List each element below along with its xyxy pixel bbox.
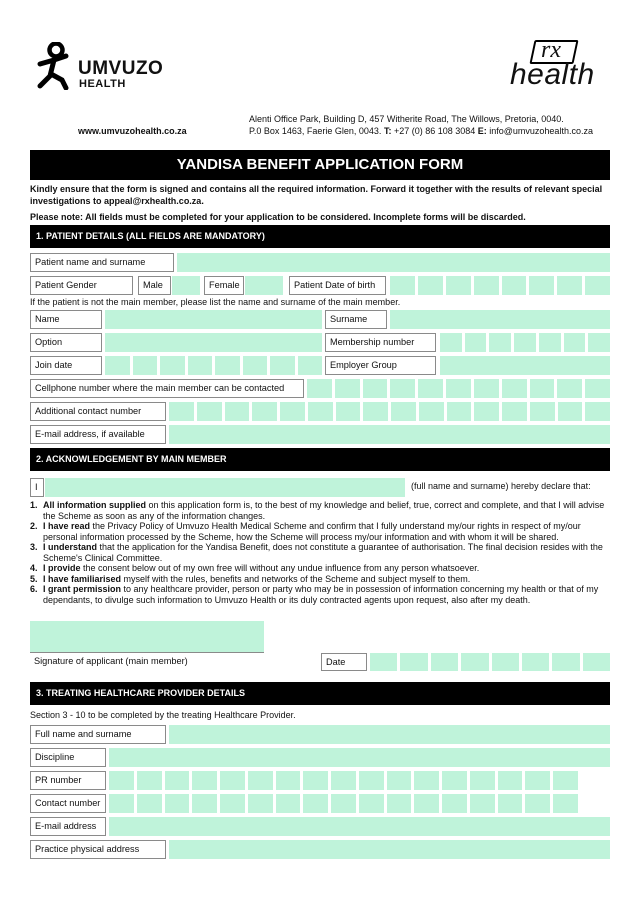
note-text: Please note: All fields must be completed for your application to be considered. Incomplete forms will be discarded. bbox=[30, 212, 526, 222]
digit-box[interactable] bbox=[336, 402, 361, 421]
digit-box[interactable] bbox=[280, 402, 305, 421]
digit-box[interactable] bbox=[331, 771, 356, 790]
contact-number-boxes[interactable] bbox=[109, 794, 578, 813]
digit-box[interactable] bbox=[387, 771, 412, 790]
digit-box[interactable] bbox=[447, 402, 472, 421]
digit-box[interactable] bbox=[530, 379, 555, 398]
main-member-note: If the patient is not the main member, please list the name and surname of the main member. bbox=[30, 297, 401, 307]
provider-email-field[interactable] bbox=[109, 817, 610, 836]
digit-box[interactable] bbox=[585, 276, 610, 295]
surname-field[interactable] bbox=[390, 310, 610, 329]
patient-name-label: Patient name and surname bbox=[30, 253, 174, 272]
digit-box[interactable] bbox=[539, 333, 561, 352]
membership-boxes[interactable] bbox=[440, 333, 610, 352]
declarant-name-field[interactable] bbox=[45, 478, 405, 497]
cellphone-boxes[interactable] bbox=[307, 379, 610, 398]
ack-item-6: 6. I grant permission to any healthcare provider, person or party who may be in possession of information concerning my health or that of my dependants, to divulge such information to Umvuzo Health or its duly contracted agents upon request, also after my death. bbox=[30, 584, 599, 605]
digit-box[interactable] bbox=[363, 379, 388, 398]
digit-box[interactable] bbox=[446, 379, 471, 398]
ack-item-2: 2. I have read the Privacy Policy of Umvuzo Health Medical Scheme and confirm that I fully understand my/our rights in respect of my/our personal information processed by the Scheme, how the Scheme will process my/our information and with whom it will be shared. bbox=[30, 521, 581, 542]
website: www.umvuzohealth.co.za bbox=[78, 126, 187, 136]
digit-box[interactable] bbox=[298, 356, 323, 375]
digit-box[interactable] bbox=[474, 379, 499, 398]
name-field[interactable] bbox=[105, 310, 322, 329]
i-label: I bbox=[30, 478, 44, 497]
dob-label: Patient Date of birth bbox=[289, 276, 386, 295]
digit-box[interactable] bbox=[502, 379, 527, 398]
membership-label: Membership number bbox=[325, 333, 436, 352]
rx-text: rx bbox=[541, 37, 561, 63]
digit-box[interactable] bbox=[248, 771, 273, 790]
digit-box[interactable] bbox=[552, 653, 579, 671]
female-checkbox[interactable] bbox=[245, 276, 283, 295]
section-1-heading: 1. PATIENT DETAILS (ALL FIELDS ARE MANDATORY) bbox=[30, 225, 610, 248]
digit-box[interactable] bbox=[461, 653, 488, 671]
digit-box[interactable] bbox=[588, 333, 610, 352]
additional-contact-label: Additional contact number bbox=[30, 402, 166, 421]
digit-box[interactable] bbox=[418, 379, 443, 398]
practice-address-field[interactable] bbox=[169, 840, 610, 859]
discipline-label: Discipline bbox=[30, 748, 106, 767]
digit-box[interactable] bbox=[109, 794, 134, 813]
digit-box[interactable] bbox=[525, 771, 550, 790]
digit-box[interactable] bbox=[498, 771, 523, 790]
digit-box[interactable] bbox=[220, 794, 245, 813]
digit-box[interactable] bbox=[418, 276, 443, 295]
digit-box[interactable] bbox=[522, 653, 549, 671]
signature-field[interactable] bbox=[30, 621, 264, 652]
digit-box[interactable] bbox=[270, 356, 295, 375]
umvuzo-wordmark-sub: HEALTH bbox=[79, 78, 126, 90]
form-title: YANDISA BENEFIT APPLICATION FORM bbox=[30, 150, 610, 180]
digit-box[interactable] bbox=[363, 402, 388, 421]
date-boxes[interactable] bbox=[370, 653, 610, 671]
female-label: Female bbox=[204, 276, 244, 295]
digit-box[interactable] bbox=[248, 794, 273, 813]
acknowledgement-list bbox=[30, 500, 610, 605]
digit-box[interactable] bbox=[303, 771, 328, 790]
pr-number-boxes[interactable] bbox=[109, 771, 578, 790]
umvuzo-wordmark: UMVUZO bbox=[78, 58, 164, 79]
employer-field[interactable] bbox=[440, 356, 610, 375]
cellphone-label: Cellphone number where the main member can be contacted bbox=[30, 379, 304, 398]
name-label: Name bbox=[30, 310, 102, 329]
digit-box[interactable] bbox=[331, 794, 356, 813]
umvuzo-logo bbox=[36, 42, 176, 92]
email-field[interactable] bbox=[169, 425, 610, 444]
surname-label: Surname bbox=[325, 310, 387, 329]
digit-box[interactable] bbox=[530, 402, 555, 421]
digit-box[interactable] bbox=[335, 379, 360, 398]
male-label: Male bbox=[138, 276, 171, 295]
digit-box[interactable] bbox=[165, 794, 190, 813]
patient-name-field[interactable] bbox=[177, 253, 610, 272]
digit-box[interactable] bbox=[215, 356, 240, 375]
male-checkbox[interactable] bbox=[172, 276, 200, 295]
email-label: E: bbox=[477, 126, 487, 136]
contact-email: info@umvuzohealth.co.za bbox=[486, 126, 593, 136]
digit-box[interactable] bbox=[583, 653, 610, 671]
digit-box[interactable] bbox=[390, 379, 415, 398]
option-label: Option bbox=[30, 333, 102, 352]
digit-box[interactable] bbox=[553, 794, 578, 813]
digit-box[interactable] bbox=[359, 794, 384, 813]
digit-box[interactable] bbox=[220, 771, 245, 790]
digit-box[interactable] bbox=[557, 379, 582, 398]
digit-box[interactable] bbox=[160, 356, 185, 375]
digit-box[interactable] bbox=[502, 402, 527, 421]
digit-box[interactable] bbox=[109, 771, 134, 790]
digit-box[interactable] bbox=[585, 379, 610, 398]
digit-box[interactable] bbox=[465, 333, 487, 352]
digit-box[interactable] bbox=[498, 794, 523, 813]
digit-box[interactable] bbox=[489, 333, 511, 352]
digit-box[interactable] bbox=[165, 771, 190, 790]
contact-number-label: Contact number bbox=[30, 794, 106, 813]
health-text: health bbox=[510, 58, 595, 91]
pr-number-label: PR number bbox=[30, 771, 106, 790]
ack-item-1: 1. All information supplied on this application form is, to the best of my knowledge and belief, true, correct and complete, and that I will advise the Scheme as soon as any of the information changes. bbox=[30, 500, 605, 521]
ack-item-3: 3. I understand that the application for the Yandisa Benefit, does not constitute a guarantee of authorisation. The final decision resides with the Scheme's Clinical Committee. bbox=[30, 542, 603, 563]
digit-box[interactable] bbox=[137, 794, 162, 813]
signature-label: Signature of applicant (main member) bbox=[30, 652, 264, 671]
digit-box[interactable] bbox=[502, 276, 527, 295]
phone: +27 (0) 86 108 3084 bbox=[391, 126, 478, 136]
address-line-2 bbox=[249, 126, 593, 137]
digit-box[interactable] bbox=[474, 276, 499, 295]
provider-email-label: E-mail address bbox=[30, 817, 106, 836]
email-label: E-mail address, if available bbox=[30, 425, 166, 444]
digit-box[interactable] bbox=[414, 771, 439, 790]
digit-box[interactable] bbox=[307, 379, 332, 398]
digit-box[interactable] bbox=[557, 276, 582, 295]
digit-box[interactable] bbox=[105, 356, 130, 375]
digit-box[interactable] bbox=[188, 356, 213, 375]
digit-box[interactable] bbox=[470, 771, 495, 790]
section-3-heading: 3. TREATING HEALTHCARE PROVIDER DETAILS bbox=[30, 682, 610, 705]
employer-label: Employer Group bbox=[325, 356, 436, 375]
additional-contact-boxes[interactable] bbox=[169, 402, 610, 421]
digit-box[interactable] bbox=[276, 794, 301, 813]
digit-box[interactable] bbox=[474, 402, 499, 421]
digit-box[interactable] bbox=[553, 771, 578, 790]
declare-label: (full name and surname) hereby declare that: bbox=[407, 478, 610, 497]
provider-name-field[interactable] bbox=[169, 725, 610, 744]
po-box: P.0 Box 1463, Faerie Glen, 0043. bbox=[249, 126, 384, 136]
digit-box[interactable] bbox=[308, 402, 333, 421]
digit-box[interactable] bbox=[359, 771, 384, 790]
practice-address-label: Practice physical address bbox=[30, 840, 166, 859]
digit-box[interactable] bbox=[225, 402, 250, 421]
section-3-note: Section 3 - 10 to be completed by the treating Healthcare Provider. bbox=[30, 710, 296, 720]
discipline-field[interactable] bbox=[109, 748, 610, 767]
date-label: Date bbox=[321, 653, 367, 671]
rxhealth-logo bbox=[508, 37, 608, 92]
digit-box[interactable] bbox=[197, 402, 222, 421]
phone-label: T: bbox=[383, 126, 392, 136]
digit-box[interactable] bbox=[303, 794, 328, 813]
digit-box[interactable] bbox=[419, 402, 444, 421]
digit-box[interactable] bbox=[390, 276, 415, 295]
digit-box[interactable] bbox=[492, 653, 519, 671]
digit-box[interactable] bbox=[585, 402, 610, 421]
address-line-1: Alenti Office Park, Building D, 457 Witherite Road, The Willows, Pretoria, 0040. bbox=[249, 114, 564, 124]
option-field[interactable] bbox=[105, 333, 322, 352]
digit-box[interactable] bbox=[400, 653, 427, 671]
provider-name-label: Full name and surname bbox=[30, 725, 166, 744]
section-2-heading: 2. ACKNOWLEDGEMENT BY MAIN MEMBER bbox=[30, 448, 610, 471]
digit-box[interactable] bbox=[276, 771, 301, 790]
join-date-label: Join date bbox=[30, 356, 102, 375]
digit-box[interactable] bbox=[514, 333, 536, 352]
join-date-boxes[interactable] bbox=[105, 356, 322, 375]
digit-box[interactable] bbox=[442, 771, 467, 790]
digit-box[interactable] bbox=[525, 794, 550, 813]
digit-box[interactable] bbox=[243, 356, 268, 375]
dob-boxes[interactable] bbox=[390, 276, 610, 295]
digit-box[interactable] bbox=[431, 653, 458, 671]
digit-box[interactable] bbox=[391, 402, 416, 421]
digit-box[interactable] bbox=[370, 653, 397, 671]
gender-label: Patient Gender bbox=[30, 276, 133, 295]
digit-box[interactable] bbox=[387, 794, 412, 813]
digit-box[interactable] bbox=[137, 771, 162, 790]
digit-box[interactable] bbox=[529, 276, 554, 295]
digit-box[interactable] bbox=[252, 402, 277, 421]
intro-text: Kindly ensure that the form is signed and contains all the required information. Forward it together with the results of relevant special investigations to appeal@rxhealth.co.za. bbox=[30, 184, 603, 206]
digit-box[interactable] bbox=[414, 794, 439, 813]
ack-item-4: 4. I provide the consent below out of my own free will without any undue influence from any person whatsoever. bbox=[30, 563, 480, 573]
digit-box[interactable] bbox=[558, 402, 583, 421]
ack-item-5: 5. I have familiarised myself with the rules, benefits and networks of the Scheme and subject myself to them. bbox=[30, 573, 471, 584]
digit-box[interactable] bbox=[440, 333, 462, 352]
digit-box[interactable] bbox=[470, 794, 495, 813]
digit-box[interactable] bbox=[133, 356, 158, 375]
digit-box[interactable] bbox=[564, 333, 586, 352]
digit-box[interactable] bbox=[192, 794, 217, 813]
digit-box[interactable] bbox=[169, 402, 194, 421]
digit-box[interactable] bbox=[192, 771, 217, 790]
digit-box[interactable] bbox=[442, 794, 467, 813]
digit-box[interactable] bbox=[446, 276, 471, 295]
umvuzo-figure-icon bbox=[36, 42, 72, 90]
